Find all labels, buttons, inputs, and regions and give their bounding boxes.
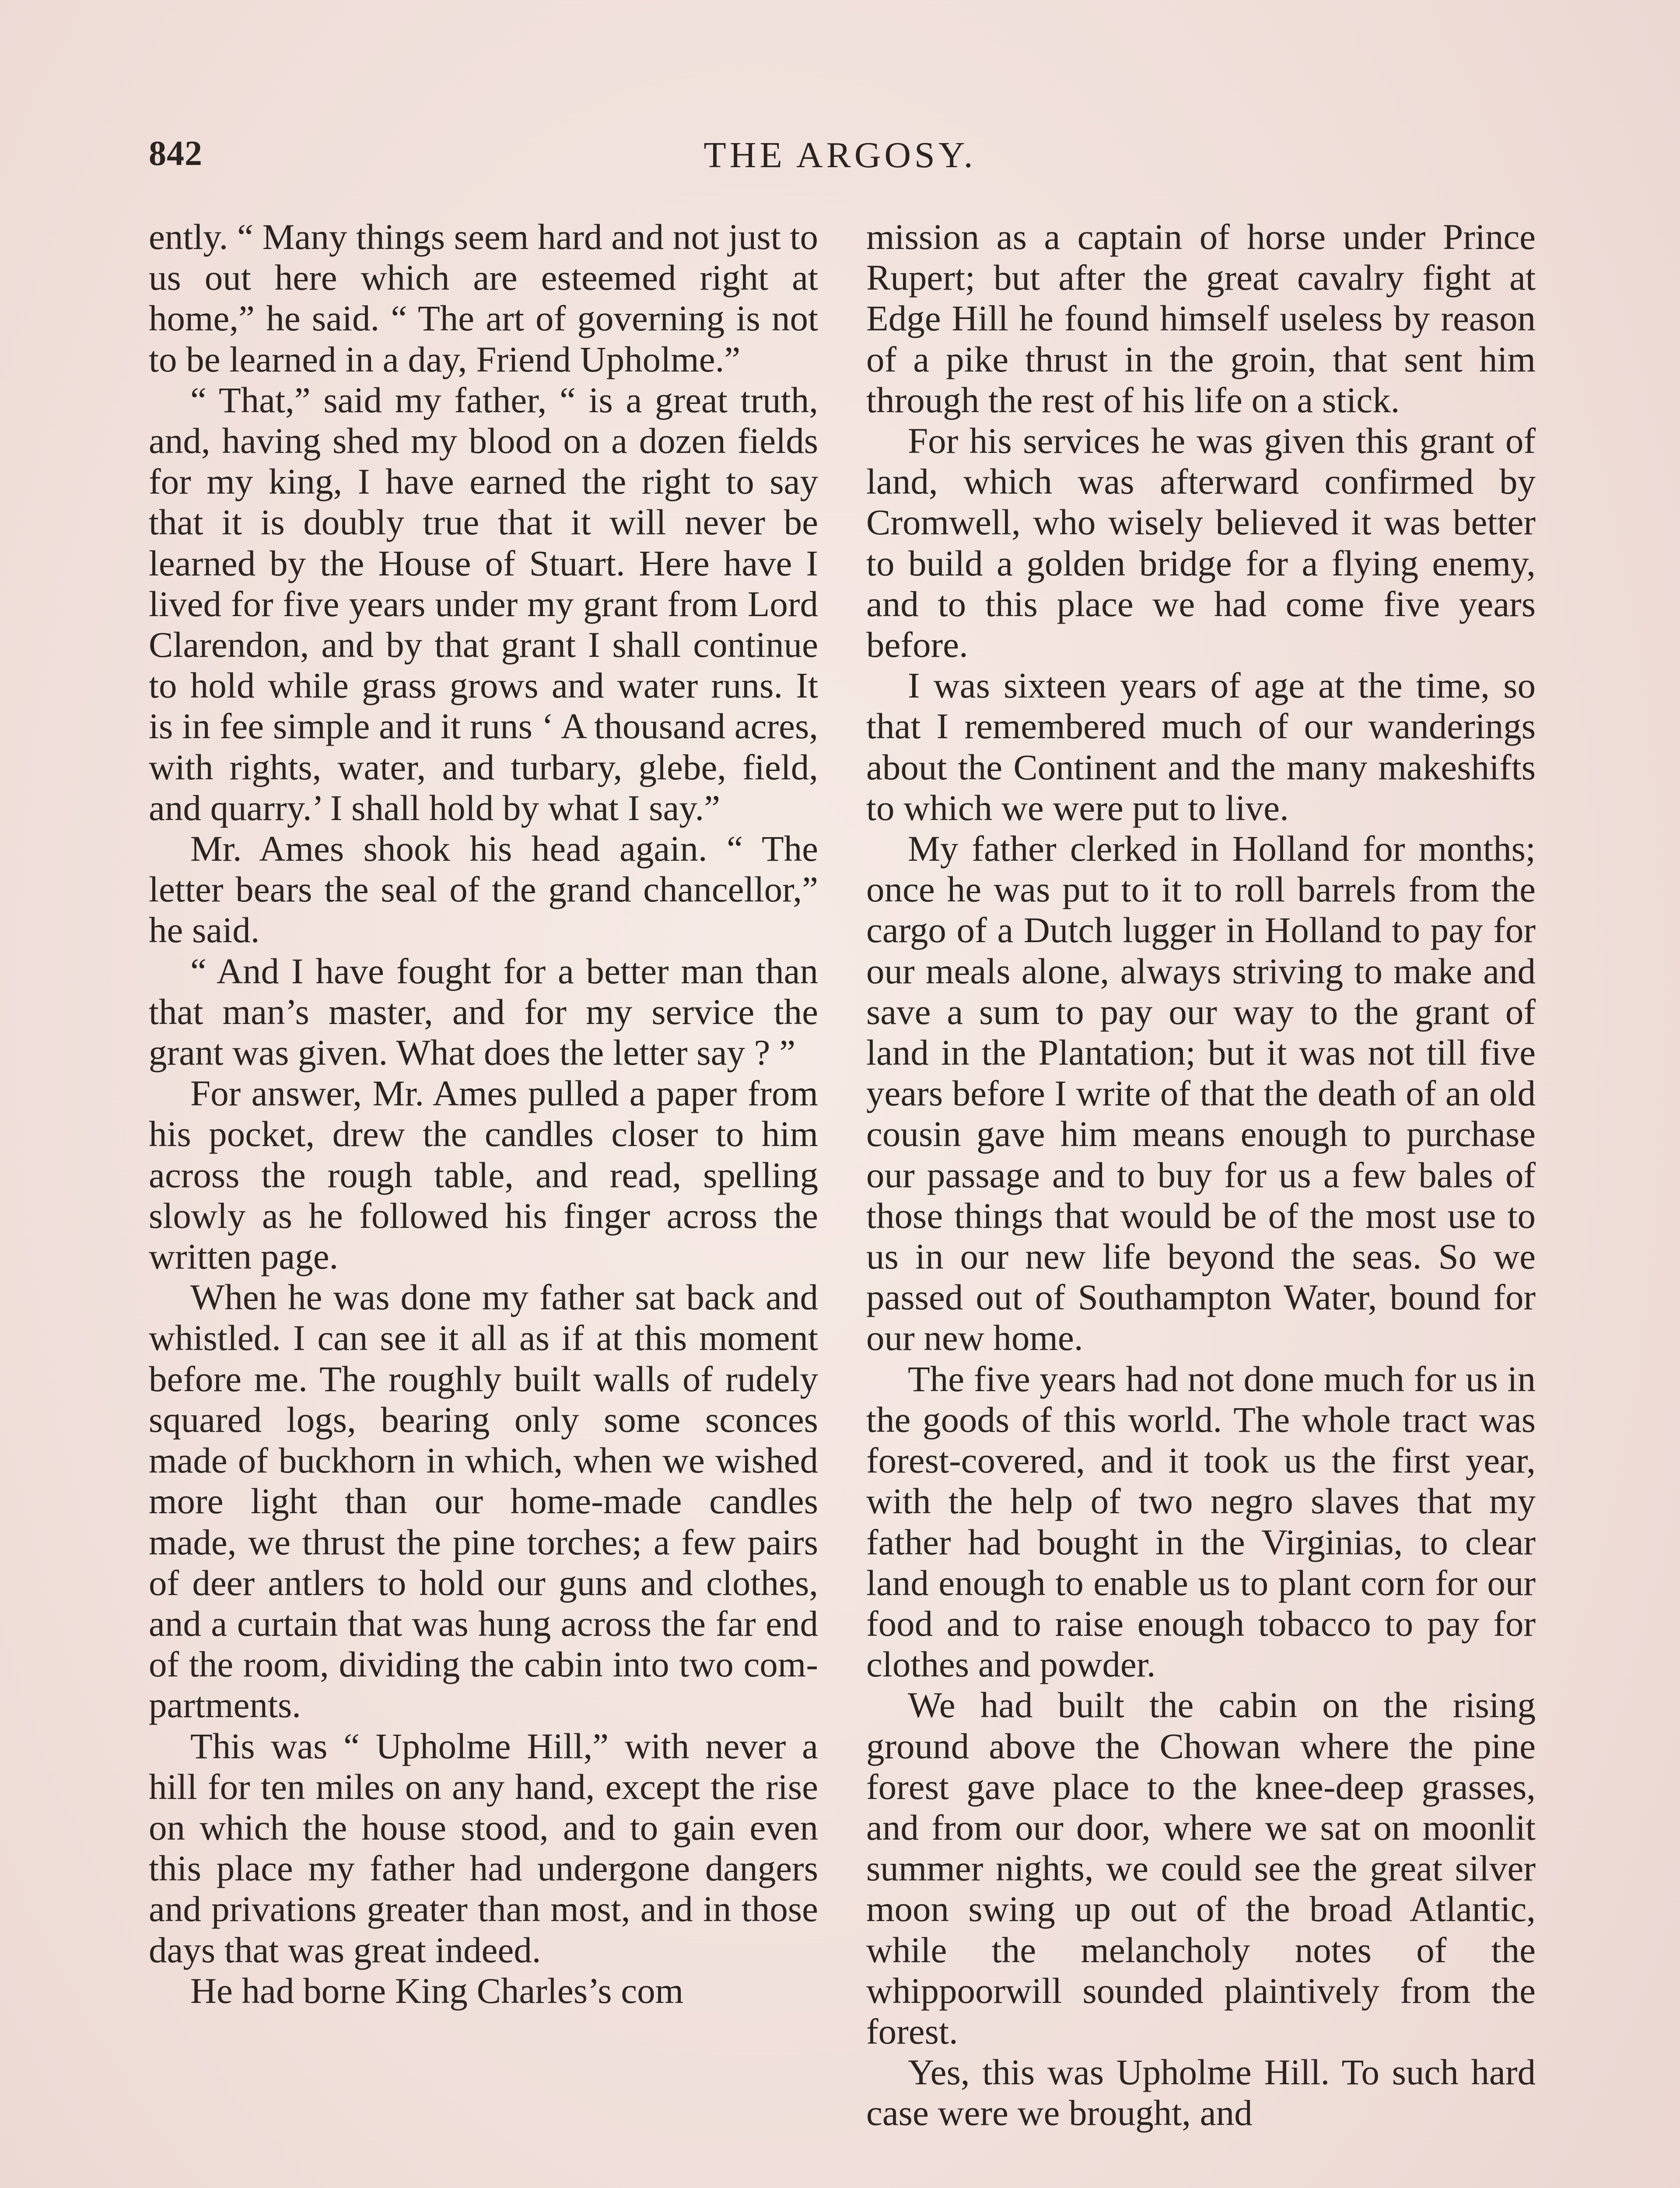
paragraph: For his services he was given this grant of land, which was afterward confirmed by Cromwell, who wisely believed it was better to build a golden bridge for a flying enemy, and to this place we had come five years before. [866, 421, 1536, 665]
left-column [149, 217, 818, 2188]
paragraph: We had built the cabin on the rising ground above the Chowan where the pine forest gave place to the knee-deep grasses, and from our door, where we sat on moonlit summer nights, we could see the great silver moon swing up out of the broad Atlantic, while the melancholy notes of the whippoorwill sounded plaintively from the forest. [866, 1685, 1536, 2051]
paragraph: Mr. Ames shook his head again. “ The letter bears the seal of the grand chancellor,” he said. [149, 828, 818, 950]
page-number: 842 [149, 134, 203, 173]
page-header [144, 131, 1536, 188]
paragraph: He had borne King Charles’s com [190, 1970, 684, 2011]
right-column [866, 217, 1536, 2188]
paragraph: mission as a captain of horse under Prince Rupert; but after the great cavalry fight at Edge Hill he found himself useless by reason of a pike thrust in the groin, that sent him through the rest of his life on a stick. [866, 217, 1536, 420]
paragraph: “ That,” said my father, “ is a great truth, and, having shed my blood on a dozen fields for my king, I have earned the right to say that it is doubly true that it will never be learned by the House of Stuart. Here have I lived for five years under my grant from Lord Clarendon, and by that grant I shall continue to hold while grass grows and water runs. It is in fee simple and it runs ‘ A thousand acres, with rights, water, and turbary, glebe, field, and quarry.’ I shall hold by what I say.” [149, 379, 818, 828]
running-head: THE ARGOSY. [704, 135, 976, 175]
paragraph: I was sixteen years of age at the time, so that I remembered much of our wanderings about the Continent and the many makeshifts to which we were put to live. [866, 665, 1536, 828]
paragraph: ently. “ Many things seem hard and not just to us out here which are esteemed right at home,” he said. “ The art of governing is not to be learned in a day, Friend Upholme.” [149, 217, 818, 379]
paragraph: The five years had not done much for us in the goods of this world. The whole tract was forest-covered, and it took us the first year, with the help of two negro slaves that my father had bought in the Virginias, to clear land enough to enable us to plant corn for our food and to raise enough tobacco to pay for clothes and powder. [866, 1358, 1536, 1685]
paragraph: “ And I have fought for a better man than that man’s master, and for my service the grant was given. What does the letter say ? ” [149, 950, 818, 1073]
paragraph: When he was done my father sat back and whistled. I can see it all as if at this moment before me. The roughly built walls of rudely squared logs, bearing only some sconces made of buckhorn in which, when we wished more light than our home-made candles made, we thrust the pine torches; a few pairs of deer antlers to hold our guns and clothes, and a curtain that was hung across the far end of the room, dividing the cabin into two compartments. [149, 1277, 818, 1725]
paragraph: This was “ Upholme Hill,” with never a hill for ten miles on any hand, except the rise on which the house stood, and to gain even this place my father had undergone dangers and privations greater than most, and in those days that was great indeed. [149, 1725, 818, 1970]
text-columns [149, 217, 1544, 2188]
paragraph: My father clerked in Holland for months; once he was put to it to roll barrels from the cargo of a Dutch lugger in Holland to pay for our meals alone, always striving to make and save a sum to pay our way to the grant of land in the Plantation; but it was not till five years before I write of that the death of an old cousin gave him means enough to purchase our passage and to buy for us a few bales of those things that would be of the most use to us in our new life beyond the seas. So we passed out of Southampton Water, bound for our new home. [866, 828, 1536, 1358]
paragraph: Yes, this was Upholme Hill. To such hard case were we brought, and [866, 2052, 1536, 2133]
paragraph: For answer, Mr. Ames pulled a paper from his pocket, drew the candles closer to him across the rough table, and read, spelling slowly as he followed his finger across the written page. [149, 1073, 818, 1277]
